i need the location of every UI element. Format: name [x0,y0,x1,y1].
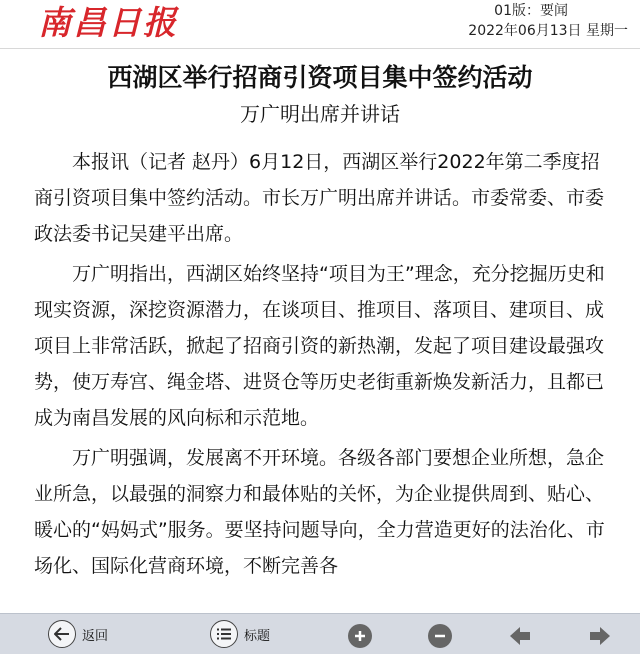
zoom-in-button[interactable] [348,622,372,650]
masthead-logo: 南昌日报 [38,3,178,42]
issue-date: 2022年06月13日 星期一 [468,23,628,39]
arrow-left-icon [508,624,532,648]
header-bar [0,0,640,49]
titles-button[interactable] [210,620,270,648]
arrow-right-icon [588,624,612,648]
list-icon [210,620,238,648]
titles-label: 标题 [244,628,271,644]
zoom-in-icon [348,624,372,648]
paragraph: 万广明强调，发展离不开环境。各级各部门要想企业所想，急企业所急，以最强的洞察力和最体贴的关怀，为企业提供周到、贴心、暖心的“妈妈式”服务。要坚持问题导向，全力营造更好的法治化、市场化、国际化营商环境，不断完善各 [34,447,605,577]
zoom-out-button[interactable] [428,622,452,650]
paragraph: 万广明指出，西湖区始终坚持“项目为王”理念，充分挖掘历史和现实资源，深挖资源潜力，在谈项目、推项目、落项目、建项目、成项目上非常活跃，掀起了招商引资的新热潮，发起了项目建设最强攻势，使万寿宫、绳金塔、进贤仓等历史老街重新焕发新活力，且都已成为南昌发展的风向标和示范地。 [34,263,605,429]
prev-page-button[interactable] [508,622,532,650]
back-arrow-icon [48,620,76,648]
article-content[interactable] [0,48,640,613]
edition-label: 01版：要闻 [494,3,568,19]
back-label: 返回 [82,628,109,644]
article-body [34,144,606,588]
article-title: 西湖区举行招商引资项目集中签约活动 [107,63,533,92]
next-page-button[interactable] [588,622,612,650]
paragraph: 本报讯（记者 赵丹）6月12日，西湖区举行2022年第二季度招商引资项目集中签约活动。市长万广明出席并讲话。市委常委、市委政法委书记吴建平出席。 [34,151,605,245]
zoom-out-icon [428,624,452,648]
bottom-toolbar [0,613,640,654]
back-button[interactable] [48,620,108,648]
article-subtitle: 万广明出席并讲话 [240,102,400,126]
